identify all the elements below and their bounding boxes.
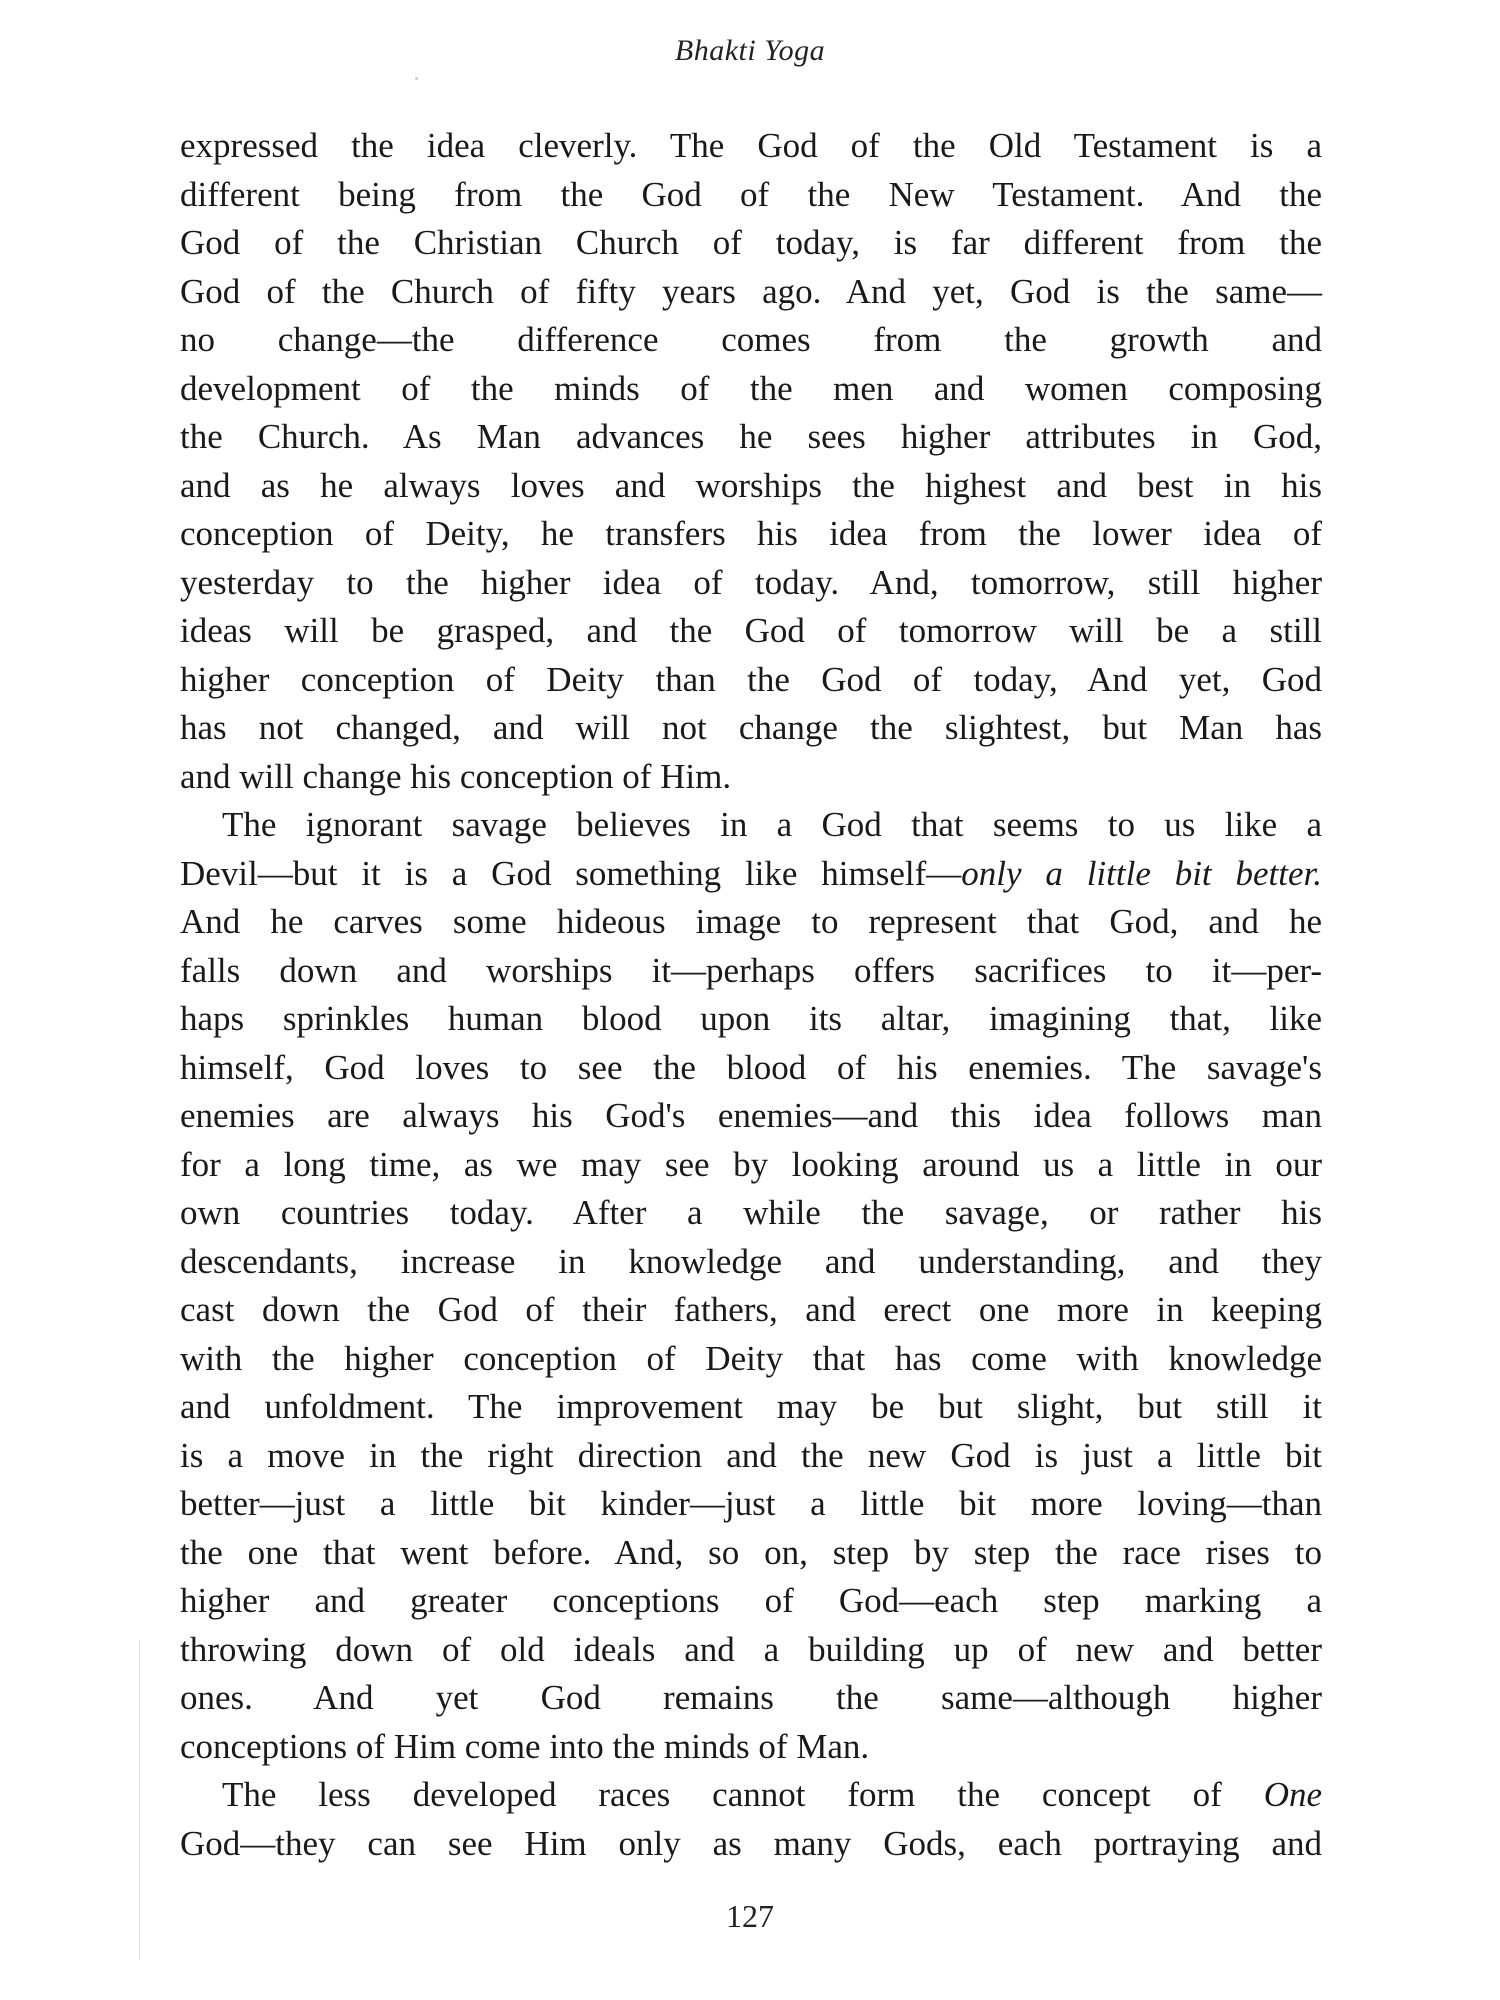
text-line: the Church. As Man advances he sees higher attributes in God, — [180, 417, 1322, 456]
page-number: 127 — [726, 1898, 774, 1934]
text-line: with the higher conception of Deity that has come with knowledge — [180, 1338, 1322, 1378]
text-line: better—just a little bit kinder—just a little bit more loving—than — [180, 1484, 1322, 1523]
text-line: higher conception of Deity than the God of today, And yet, God — [180, 659, 1322, 699]
text-line: cast down the God of their fathers, and erect one more in keeping — [180, 1290, 1322, 1329]
text-line: falls down and worships it—perhaps offers sacrifices to it—per- — [180, 950, 1322, 990]
running-head: Bhakti Yoga — [674, 34, 826, 67]
paragraph-1 — [180, 122, 1322, 801]
text-line: God—they can see Him only as many Gods, each portraying and — [180, 1823, 1322, 1863]
italic-phrase: only a little bit better. — [961, 853, 1322, 893]
body-text — [180, 122, 1322, 1868]
text-segment: The less developed races cannot form the concept of — [222, 1775, 1222, 1814]
text-line: God of the Church of fifty years ago. And yet, God is the same— — [180, 271, 1322, 311]
text-line: the one that went before. And, so on, step by step the race rises to — [180, 1532, 1322, 1572]
text-line: higher and greater conceptions of God—each step marking a — [180, 1581, 1322, 1620]
text-line: is a move in the right direction and the new God is just a little bit — [180, 1435, 1322, 1475]
text-line: for a long time, as we may see by looking around us a little in our — [180, 1144, 1322, 1184]
text-line-with-italic — [180, 850, 1322, 899]
paragraph-2 — [180, 801, 1322, 1771]
text-line: and unfoldment. The improvement may be but slight, but still it — [180, 1387, 1322, 1426]
text-line: different being from the God of the New Testament. And the — [180, 174, 1322, 214]
text-line: The ignorant savage believes in a God that seems to us like a — [222, 805, 1322, 844]
text-line: conception of Deity, he transfers his idea from the lower idea of — [180, 514, 1322, 553]
text-line: descendants, increase in knowledge and understanding, and they — [180, 1241, 1322, 1281]
text-line: own countries today. After a while the savage, or rather his — [180, 1193, 1322, 1232]
text-line: has not changed, and will not change the slightest, but Man has — [180, 708, 1322, 747]
text-line: And he carves some hideous image to represent that God, and he — [180, 902, 1322, 941]
italic-word: One — [1263, 1775, 1322, 1814]
text-line: and will change his conception of Him. — [180, 756, 732, 796]
text-line: no change—the difference comes from the growth and — [180, 320, 1322, 359]
text-segment: Devil—but it is a God something like himself— — [180, 853, 962, 893]
text-line: conceptions of Him come into the minds of Man. — [180, 1726, 870, 1766]
text-line: expressed the idea cleverly. The God of the Old Testament is a — [180, 126, 1322, 165]
text-line: ideas will be grasped, and the God of tomorrow will be a still — [180, 611, 1322, 650]
scan-speck — [415, 77, 418, 80]
text-line: ones. And yet God remains the same—although higher — [180, 1678, 1322, 1717]
text-line: God of the Christian Church of today, is far different from the — [180, 223, 1322, 262]
text-line: haps sprinkles human blood upon its altar, imagining that, like — [180, 999, 1322, 1038]
text-line: himself, God loves to see the blood of his enemies. The savage's — [180, 1047, 1322, 1087]
paragraph-3 — [180, 1771, 1322, 1868]
text-line: enemies are always his God's enemies—and this idea follows man — [180, 1096, 1322, 1135]
text-line: and as he always loves and worships the highest and best in his — [180, 465, 1322, 505]
text-line: yesterday to the higher idea of today. And, tomorrow, still higher — [180, 562, 1322, 602]
text-line-with-italic — [180, 1771, 1322, 1820]
text-line: development of the minds of the men and women composing — [180, 368, 1322, 408]
text-line: throwing down of old ideals and a building up of new and better — [180, 1629, 1322, 1669]
